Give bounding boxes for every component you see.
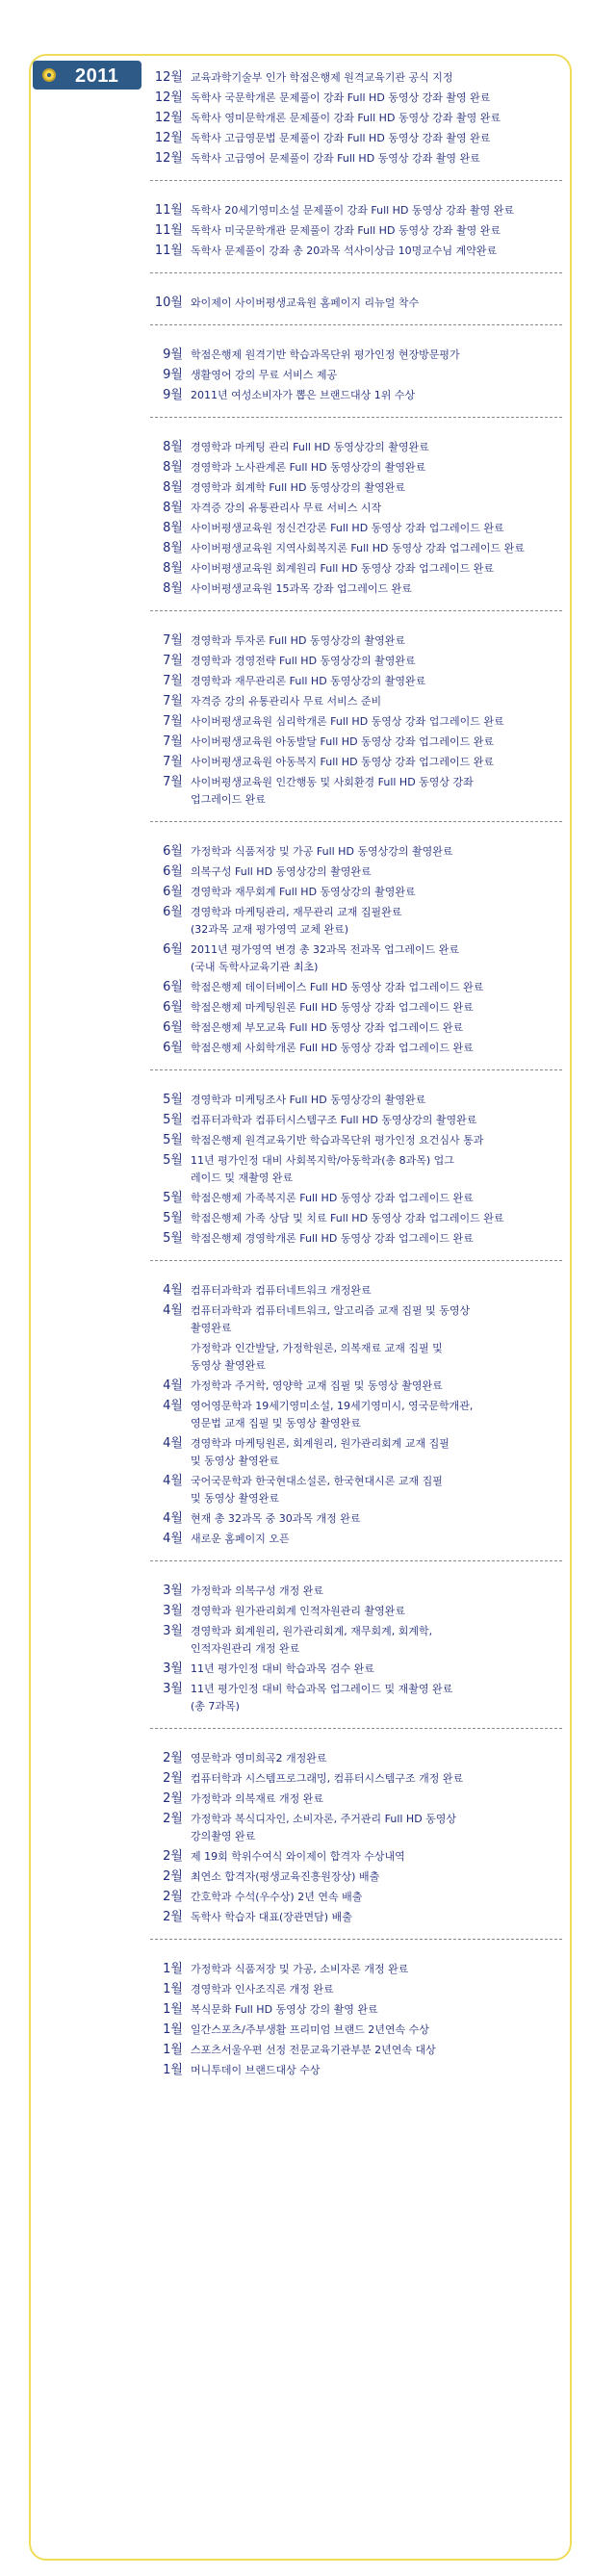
- entry-text: 독학사 20세기영미소설 문제풀이 강좌 Full HD 동영상 강좌 촬영 완료: [191, 204, 515, 217]
- entry-text: 컴퓨터과학과 컴퓨터시스템구조 Full HD 동영상강의 촬영완료: [191, 1114, 477, 1126]
- entry-text: 학점은행제 사회학개론 Full HD 동영상 강좌 업그레이드 완료: [191, 1042, 474, 1054]
- entry-text: 2011년 여성소비자가 뽑은 브랜드대상 1위 수상: [191, 389, 416, 401]
- timeline-entry: [150, 130, 562, 147]
- timeline-entry: [150, 2062, 562, 2079]
- timeline-entry: [150, 1282, 562, 1300]
- bullet-icon: [42, 68, 56, 82]
- entry-text: 학점은행제 가족 상담 및 치료 Full HD 동영상 강좌 업그레이드 완료: [191, 1212, 504, 1224]
- entry-month: 8월: [163, 460, 183, 475]
- month-divider: [150, 1728, 562, 1729]
- entry-month: 6월: [163, 1000, 183, 1015]
- timeline-entry: [150, 673, 562, 690]
- timeline-entry: [150, 1661, 562, 1678]
- entry-text: 독학사 미국문학개관 문제풀이 강좌 Full HD 동영상 강좌 촬영 완료: [191, 224, 501, 237]
- timeline-entry: [150, 713, 562, 731]
- entry-text: 학점은행제 부모교육 Full HD 동영상 강좌 업그레이드 완료: [191, 1021, 464, 1034]
- entry-month: 8월: [163, 521, 183, 535]
- timeline-entry: [150, 754, 562, 771]
- entry-text: 사이버평생교육원 아동복지 Full HD 동영상 강좌 업그레이드 완료: [191, 756, 495, 768]
- entry-month: 2월: [163, 1791, 183, 1806]
- entry-text: 영문학과 영미희곡2 개정완료: [191, 1752, 327, 1765]
- entry-text: 컴퓨터과학과 컴퓨터네트워크 개정완료: [191, 1284, 372, 1297]
- entry-text: 일간스포츠/주부생활 프리미엄 브랜드 2년연속 수상: [191, 2023, 429, 2036]
- entry-text: 경영학과 회계원리, 원가관리회계, 재무회계, 회계학, 인적자원관리 개정 완료: [191, 1625, 433, 1655]
- entry-month: 8월: [163, 480, 183, 495]
- timeline-entry: [150, 479, 562, 497]
- entry-month: 4월: [163, 1474, 183, 1488]
- entry-text: 컴퓨터학과 시스템프로그래밍, 컴퓨터시스템구조 개정 완료: [191, 1772, 464, 1785]
- month-divider: [150, 610, 562, 611]
- entry-month: 6월: [163, 980, 183, 994]
- year-label: 2011: [75, 65, 119, 87]
- entry-month: 7월: [163, 734, 183, 749]
- year-badge: [33, 61, 141, 90]
- entry-text: 경영학과 재무관리론 Full HD 동영상강의 촬영완료: [191, 675, 426, 687]
- entry-text: 사이버평생교육원 심리학개론 Full HD 동영상 강좌 업그레이드 완료: [191, 715, 504, 728]
- entry-text: 생활영어 강의 무료 서비스 제공: [191, 369, 338, 381]
- month-group: [150, 1961, 562, 2079]
- entry-month: 7월: [163, 714, 183, 729]
- entry-text: 컴퓨터과학과 컴퓨터네트워크, 알고리즘 교재 집필 및 동영상 촬영완료: [191, 1304, 471, 1334]
- entry-month: 8월: [163, 501, 183, 515]
- entry-month: 9월: [163, 388, 183, 402]
- entry-month: 7월: [163, 694, 183, 708]
- month-divider: [150, 821, 562, 822]
- entry-month: 2월: [163, 1869, 183, 1884]
- entry-text: 자격증 강의 유통관리사 무료 서비스 시작: [191, 502, 382, 514]
- timeline-entry: [150, 90, 562, 107]
- timeline-entry: [150, 1302, 562, 1337]
- entry-month: 6월: [163, 1020, 183, 1035]
- timeline-entry: [150, 1112, 562, 1129]
- entry-month: 12월: [154, 111, 183, 125]
- entry-month: 6월: [163, 844, 183, 859]
- timeline-entry: [150, 904, 562, 939]
- timeline-entry: [150, 999, 562, 1017]
- entry-month: 4월: [163, 1436, 183, 1451]
- entry-text: 현재 총 32과목 중 30과목 개정 완료: [191, 1512, 361, 1525]
- entry-text: 경영학과 미케팅조사 Full HD 동영상강의 촬영완료: [191, 1094, 426, 1106]
- timeline-entry: [150, 459, 562, 477]
- entry-text: 사이버평생교육원 15과목 강좌 업그레이드 완료: [191, 582, 412, 595]
- timeline-list: [150, 69, 562, 2082]
- entry-month: 6월: [163, 1041, 183, 1055]
- timeline-entry: [150, 1435, 562, 1470]
- month-group: [150, 439, 562, 598]
- entry-month: 5월: [163, 1133, 183, 1147]
- entry-month: 4월: [163, 1511, 183, 1526]
- timeline-entry: [150, 1750, 562, 1767]
- entry-text: 간호학과 수석(우수상) 2년 연속 배출: [191, 1891, 363, 1903]
- entry-text: 국어국문학과 한국현대소설론, 한국현대시론 교재 집필 및 동영상 촬영완료: [191, 1475, 443, 1505]
- entry-month: 5월: [163, 1093, 183, 1107]
- entry-text: 머니투데이 브랜드대상 수상: [191, 2064, 321, 2076]
- entry-text: 독학사 고급영어 문제풀이 강좌 Full HD 동영상 강좌 촬영 완료: [191, 152, 480, 165]
- month-divider: [150, 417, 562, 418]
- entry-text: 가정학과 의복구성 개정 완료: [191, 1584, 324, 1597]
- entry-month: 2월: [163, 1910, 183, 1924]
- entry-text: 11년 평가인정 대비 학습과목 업그레이드 및 재촬영 완료 (총 7과목): [191, 1683, 453, 1713]
- timeline-entry: [150, 295, 562, 312]
- timeline-entry: [150, 1531, 562, 1548]
- entry-month: 6월: [163, 905, 183, 919]
- entry-month: 3월: [163, 1604, 183, 1618]
- entry-text: 경영학과 경영전략 Full HD 동영상강의 촬영완료: [191, 655, 416, 667]
- timeline-entry: [150, 884, 562, 901]
- entry-text: 독학사 영미문학개론 문제풀이 강좌 Full HD 동영상 강좌 촬영 완료: [191, 112, 501, 124]
- timeline-entry: [150, 1889, 562, 1906]
- timeline-entry: [150, 1152, 562, 1187]
- month-divider: [150, 324, 562, 325]
- timeline-entry: [150, 2001, 562, 2019]
- timeline-entry: [150, 1230, 562, 1248]
- timeline-entry: [150, 863, 562, 881]
- entry-text: 사이버평생교육원 인간행동 및 사회환경 Full HD 동영상 강좌 업그레이드 완료: [191, 776, 474, 806]
- entry-month: 2월: [163, 1812, 183, 1826]
- timeline-entry: [150, 1092, 562, 1109]
- timeline-entry: [150, 1981, 562, 1998]
- entry-month: 4월: [163, 1399, 183, 1413]
- entry-month: 1월: [163, 1982, 183, 1996]
- timeline-entry: [150, 1473, 562, 1507]
- entry-text: 사이버평생교육원 지역사회복지론 Full HD 동영상 강좌 업그레이드 완료: [191, 542, 525, 554]
- timeline-entry: [150, 520, 562, 537]
- entry-month: 4월: [163, 1378, 183, 1393]
- timeline-entry: [150, 1132, 562, 1149]
- month-divider: [150, 1260, 562, 1261]
- entry-text: 경영학과 회계학 Full HD 동영상강의 촬영완료: [191, 481, 406, 494]
- entry-text: 사이버평생교육원 정신건강론 Full HD 동영상 강좌 업그레이드 완료: [191, 522, 504, 534]
- timeline-entry: [150, 540, 562, 557]
- entry-month: 4월: [163, 1283, 183, 1298]
- month-group: [150, 843, 562, 1057]
- entry-month: 11월: [154, 244, 183, 258]
- timeline-entry: [150, 843, 562, 861]
- entry-text: 사이버평생교육원 회계원리 Full HD 동영상 강좌 업그레이드 완료: [191, 562, 495, 575]
- entry-month: 1월: [163, 2063, 183, 2077]
- entry-text: 경영학과 인사조직론 개정 완료: [191, 1983, 334, 1996]
- entry-text: 독학사 국문학개론 문제풀이 강좌 Full HD 동영상 강좌 촬영 완료: [191, 91, 491, 104]
- timeline-entry: [150, 347, 562, 364]
- timeline-entry: [150, 110, 562, 127]
- entry-text: 학점은행제 원격교육기반 학습과목단위 평가인정 요건심사 통과: [191, 1134, 484, 1146]
- entry-text: 경영학과 마케팅 관리 Full HD 동영상강의 촬영완료: [191, 441, 429, 453]
- entry-text: 교육과학기술부 인가 학점은행제 원격교육기관 공식 지정: [191, 71, 453, 84]
- entry-month: 3월: [163, 1682, 183, 1696]
- entry-text: 영어영문학과 19세기영미소설, 19세기영미시, 영국문학개관, 영문법 교재 집필 및 동영상 촬영완료: [191, 1400, 474, 1430]
- entry-text: 11년 평가인정 대비 사회복지학/아동학과(총 8과목) 업그 레이드 및 재촬영 완료: [191, 1154, 454, 1184]
- entry-month: 11월: [154, 203, 183, 218]
- entry-month: 8월: [163, 440, 183, 454]
- month-group: [150, 1092, 562, 1248]
- month-divider: [150, 180, 562, 181]
- timeline-entry: [150, 979, 562, 996]
- entry-text: 복식문화 Full HD 동영상 강의 촬영 완료: [191, 2003, 378, 2016]
- entry-text: 의복구성 Full HD 동영상강의 촬영완료: [191, 865, 372, 878]
- entry-month: 2월: [163, 1849, 183, 1864]
- timeline-entry: [150, 1623, 562, 1658]
- timeline-entry: [150, 1603, 562, 1620]
- timeline-entry: [150, 941, 562, 976]
- entry-text: 학점은행제 마케팅원론 Full HD 동영상 강좌 업그레이드 완료: [191, 1001, 474, 1014]
- entry-month: 2월: [163, 1890, 183, 1904]
- timeline-entry: [150, 1510, 562, 1528]
- entry-month: 8월: [163, 581, 183, 596]
- entry-text: 학점은행제 데이터베이스 Full HD 동영상 강좌 업그레이드 완료: [191, 981, 484, 993]
- timeline-entry: [150, 774, 562, 809]
- timeline-entry: [150, 69, 562, 87]
- entry-month: 9월: [163, 348, 183, 362]
- timeline-entry: [150, 1340, 562, 1375]
- entry-month: 2월: [163, 1751, 183, 1765]
- entry-text: 가정학과 인간발달, 가정학원론, 의복재료 교재 집필 및 동영상 촬영완료: [191, 1342, 443, 1372]
- month-divider: [150, 272, 562, 273]
- timeline-entry: [150, 1811, 562, 1845]
- timeline-entry: [150, 439, 562, 456]
- entry-text: 독학사 고급영문법 문제풀이 강좌 Full HD 동영상 강좌 촬영 완료: [191, 132, 491, 144]
- entry-month: 1월: [163, 2022, 183, 2037]
- entry-month: 5월: [163, 1231, 183, 1246]
- timeline-entry: [150, 202, 562, 219]
- entry-text: 2011년 평가영역 변경 총 32과목 전과목 업그레이드 완료 (국내 독학사교육기관 최초): [191, 943, 459, 973]
- entry-month: 8월: [163, 541, 183, 555]
- entry-month: 3월: [163, 1624, 183, 1638]
- entry-text: 학점은행제 경영학개론 Full HD 동영상 강좌 업그레이드 완료: [191, 1232, 474, 1245]
- entry-month: 5월: [163, 1211, 183, 1225]
- entry-text: 와이제이 사이버평생교육원 홈페이지 리뉴얼 착수: [191, 296, 420, 309]
- entry-text: 스포츠서울우편 선정 전문교육기관부분 2년연속 대상: [191, 2044, 436, 2056]
- timeline-entry: [150, 1378, 562, 1395]
- entry-text: 최연소 합격자(평생교육진흥원장상) 배출: [191, 1870, 380, 1883]
- entry-month: 6월: [163, 864, 183, 879]
- entry-month: 4월: [163, 1303, 183, 1318]
- timeline-entry: [150, 1770, 562, 1788]
- entry-month: 7월: [163, 755, 183, 769]
- timeline-entry: [150, 734, 562, 751]
- month-group: [150, 202, 562, 260]
- entry-month: 10월: [154, 296, 183, 310]
- timeline-entry: [150, 1210, 562, 1227]
- entry-month: 7월: [163, 674, 183, 688]
- entry-month: 7월: [163, 775, 183, 789]
- month-group: [150, 69, 562, 167]
- entry-month: 12월: [154, 151, 183, 166]
- timeline-entry: [150, 1961, 562, 1978]
- month-group: [150, 295, 562, 312]
- month-divider: [150, 1939, 562, 1940]
- timeline-entry: [150, 1848, 562, 1866]
- month-group: [150, 347, 562, 404]
- entry-month: 3월: [163, 1662, 183, 1676]
- entry-text: 11년 평가인정 대비 학습과목 검수 완료: [191, 1662, 374, 1675]
- entry-text: 경영학과 마케팅원론, 회계원리, 원가관리회계 교재 집필 및 동영상 촬영완료: [191, 1437, 450, 1467]
- timeline-entry: [150, 1040, 562, 1057]
- entry-text: 새로운 홈페이지 오픈: [191, 1533, 290, 1545]
- entry-text: 경영학과 노사관계론 Full HD 동영상강의 촬영완료: [191, 461, 426, 474]
- entry-month: 1월: [163, 1962, 183, 1976]
- entry-month: 5월: [163, 1153, 183, 1168]
- entry-month: 5월: [163, 1113, 183, 1127]
- entry-text: 자격증 강의 유통관리사 무료 서비스 준비: [191, 695, 382, 708]
- entry-month: 6월: [163, 885, 183, 899]
- timeline-entry: [150, 1790, 562, 1808]
- entry-month: 12월: [154, 70, 183, 85]
- timeline-entry: [150, 580, 562, 598]
- timeline-entry: [150, 243, 562, 260]
- timeline-entry: [150, 222, 562, 240]
- timeline-entry: [150, 1909, 562, 1926]
- timeline-entry: [150, 2022, 562, 2039]
- month-group: [150, 632, 562, 809]
- timeline-entry: [150, 500, 562, 517]
- entry-month: 12월: [154, 131, 183, 145]
- timeline-entry: [150, 150, 562, 167]
- entry-text: 제 19회 학위수여식 와이제이 합격자 수상내역: [191, 1850, 405, 1863]
- entry-text: 가정학과 식품저장 및 가공, 소비자론 개정 완료: [191, 1963, 409, 1975]
- timeline-entry: [150, 1583, 562, 1600]
- timeline-entry: [150, 2042, 562, 2059]
- timeline-entry: [150, 560, 562, 578]
- entry-month: 7월: [163, 654, 183, 668]
- timeline-entry: [150, 1190, 562, 1207]
- month-group: [150, 1282, 562, 1548]
- entry-month: 1월: [163, 2002, 183, 2017]
- entry-text: 사이버평생교육원 아동발달 Full HD 동영상 강좌 업그레이드 완료: [191, 735, 495, 748]
- entry-text: 가정학과 주거학, 영양학 교재 집필 및 동영상 촬영완료: [191, 1379, 443, 1392]
- entry-text: 경영학과 마케팅관리, 재무관리 교재 집필완료 (32과목 교재 평가영역 교체 완료): [191, 906, 402, 936]
- entry-text: 가정학과 의복재료 개정 완료: [191, 1792, 324, 1805]
- month-divider: [150, 1069, 562, 1070]
- entry-text: 경영학과 원가관리회계 인적자원관리 촬영완료: [191, 1605, 406, 1617]
- entry-month: 11월: [154, 223, 183, 238]
- entry-month: 8월: [163, 561, 183, 576]
- entry-text: 경영학과 투자론 Full HD 동영상강의 촬영완료: [191, 634, 406, 647]
- month-group: [150, 1750, 562, 1926]
- timeline-entry: [150, 632, 562, 650]
- entry-month: 9월: [163, 368, 183, 382]
- entry-text: 경영학과 재무회계 Full HD 동영상강의 촬영완료: [191, 886, 416, 898]
- entry-text: 학점은행제 원격기반 학습과목단위 평가인정 현장방문평가: [191, 348, 460, 361]
- entry-month: 4월: [163, 1532, 183, 1546]
- timeline-entry: [150, 367, 562, 384]
- entry-month: 6월: [163, 942, 183, 957]
- month-group: [150, 1583, 562, 1715]
- timeline-entry: [150, 1019, 562, 1037]
- timeline-entry: [150, 653, 562, 670]
- timeline-entry: [150, 1398, 562, 1432]
- timeline-entry: [150, 1868, 562, 1886]
- entry-month: 1월: [163, 2043, 183, 2057]
- entry-month: 2월: [163, 1771, 183, 1786]
- month-divider: [150, 1560, 562, 1561]
- entry-month: 12월: [154, 90, 183, 105]
- entry-text: 독학사 문제풀이 강좌 총 20과목 석사이상급 10명교수님 계약완료: [191, 245, 498, 257]
- entry-text: 가정학과 식품저장 및 가공 Full HD 동영상강의 촬영완료: [191, 845, 453, 858]
- entry-month: 7월: [163, 633, 183, 648]
- entry-month: 5월: [163, 1191, 183, 1205]
- timeline-entry: [150, 387, 562, 404]
- entry-text: 학점은행제 가족복지론 Full HD 동영상 강좌 업그레이드 완료: [191, 1192, 474, 1204]
- entry-text: 가정학과 복식디자인, 소비자론, 주거관리 Full HD 동영상 강의촬영 완료: [191, 1813, 457, 1842]
- entry-month: 3월: [163, 1584, 183, 1598]
- timeline-entry: [150, 693, 562, 710]
- timeline-entry: [150, 1681, 562, 1715]
- entry-text: 독학사 학습자 대표(장관면담) 배출: [191, 1911, 352, 1923]
